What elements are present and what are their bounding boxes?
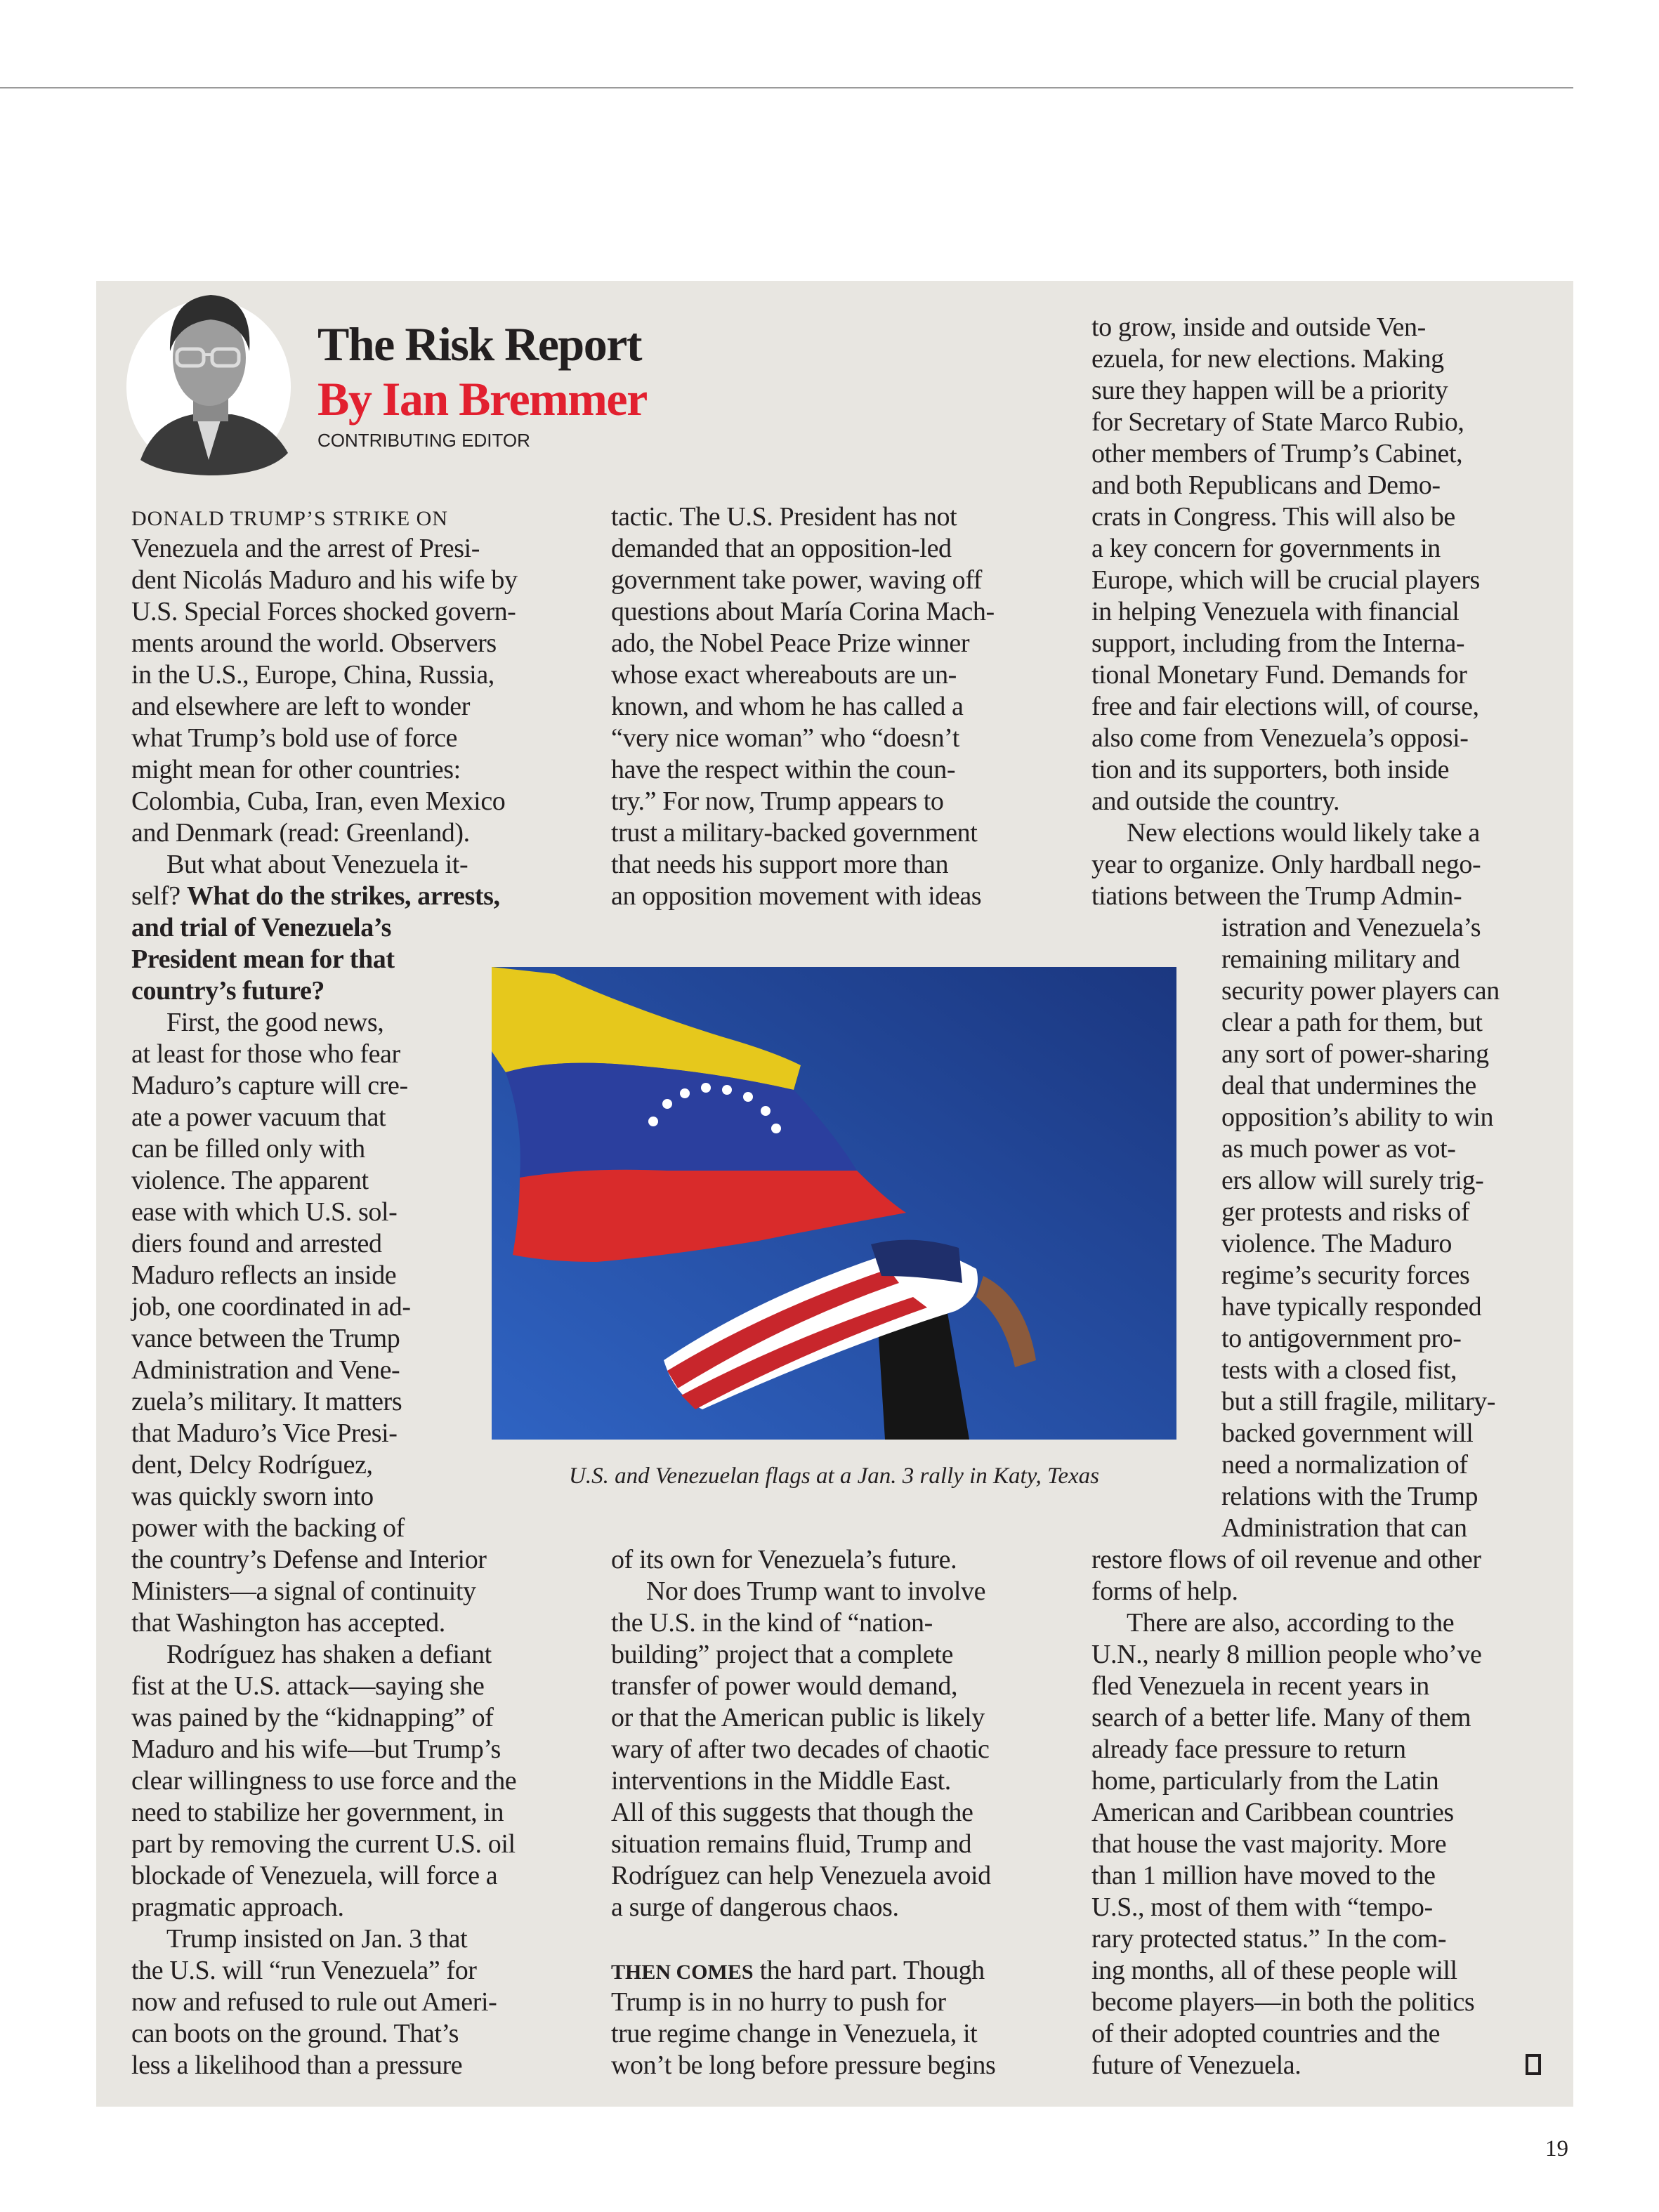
text-line: clear willingness to use force and the: [131, 1766, 517, 1796]
lead-in-smallcaps: DONALD TRUMP’S STRIKE ON: [131, 507, 448, 530]
text-line: ate a power vacuum that: [131, 1102, 386, 1132]
text-line: search of a better life. Many of them: [1091, 1703, 1471, 1732]
text-line: have typically responded: [1221, 1292, 1482, 1322]
text-line: ers allow will surely trig-: [1221, 1166, 1484, 1195]
text-line: relations with the Trump: [1221, 1482, 1478, 1511]
column-3-wrap: [1221, 912, 1500, 1544]
line-text: Rodríguez has shaken a defiant: [166, 1640, 492, 1669]
text-line: American and Caribbean countries: [1091, 1798, 1454, 1827]
text-line: support, including from the Interna-: [1091, 628, 1465, 658]
text-line: diers found and arrested: [131, 1229, 382, 1258]
text-line: interventions in the Middle East.: [611, 1766, 951, 1796]
page-number: 19: [1545, 2136, 1568, 2161]
text-line: violence. The Maduro: [1221, 1229, 1452, 1258]
text-line: and elsewhere are left to wonder: [131, 692, 471, 721]
text-line: backed government will: [1221, 1418, 1474, 1448]
bold-text: country’s future?: [131, 976, 325, 1006]
text-line: known, and whom he has called a: [611, 692, 964, 721]
text-line: tests with a closed fist,: [1221, 1355, 1457, 1385]
text-line: tactic. The U.S. President has not: [611, 502, 957, 532]
text-line: that house the vast majority. More: [1091, 1829, 1447, 1859]
text-line: opposition’s ability to win: [1221, 1102, 1494, 1132]
text-line: to grow, inside and outside Ven-: [1091, 312, 1426, 342]
text-line: now and refused to rule out Ameri-: [131, 1987, 497, 2017]
text-line: free and fair elections will, of course,: [1091, 692, 1479, 721]
text-line: demanded that an opposition-led: [611, 534, 952, 563]
text-line: job, one coordinated in ad-: [131, 1292, 411, 1322]
text-line: [611, 1576, 995, 1607]
text-line: won’t be long before pressure begins: [611, 2050, 996, 2080]
text-line: future of Venezuela.: [1091, 2050, 1301, 2080]
text-line: Ministers—a signal of continuity: [131, 1576, 476, 1606]
text-line: year to organize. Only hardball nego-: [1091, 850, 1481, 879]
text-line: at least for those who fear: [131, 1039, 400, 1069]
bold-text: President mean for that: [131, 944, 395, 974]
column-1: [131, 501, 518, 2081]
line-text: the hard part. Though: [753, 1956, 985, 1985]
text-line: government take power, waving off: [611, 565, 983, 595]
text-line: to antigovernment pro-: [1221, 1324, 1462, 1353]
text-line: for Secretary of State Marco Rubio,: [1091, 407, 1464, 437]
text-line: any sort of power-sharing: [1221, 1039, 1489, 1069]
text-line: tion and its supporters, both inside: [1091, 755, 1450, 784]
text-line: Venezuela and the arrest of Presi-: [131, 534, 480, 563]
text-line: can boots on the ground. That’s: [131, 2019, 459, 2048]
text-line: whose exact whereabouts are un-: [611, 660, 957, 690]
text-line: and both Republicans and Demo-: [1091, 470, 1441, 500]
text-line: Colombia, Cuba, Iran, even Mexico: [131, 786, 506, 816]
text-line: blockade of Venezuela, will force a: [131, 1861, 498, 1890]
text-line: U.S. Special Forces shocked govern-: [131, 597, 516, 626]
line-text: Nor does Trump want to involve: [646, 1576, 986, 1606]
text-line: and outside the country.: [1091, 786, 1340, 816]
author-portrait: [126, 284, 295, 475]
text-line: dent, Delcy Rodríguez,: [131, 1450, 373, 1480]
text-line: ments around the world. Observers: [131, 628, 497, 658]
lead-in-bold: THEN COMES: [611, 1961, 754, 1984]
text-line: [131, 501, 518, 533]
text-line: but a still fragile, military-: [1221, 1387, 1496, 1416]
text-line: crats in Congress. This will also be: [1091, 502, 1455, 532]
text-line: Maduro reflects an inside: [131, 1260, 397, 1290]
text-line: also come from Venezuela’s opposi-: [1091, 723, 1469, 753]
photo-caption: U.S. and Venezuelan flags at a Jan. 3 rally in Katy, Texas: [569, 1463, 1099, 1489]
text-line: ing months, all of these people will: [1091, 1956, 1457, 1985]
text-line: deal that undermines the: [1221, 1071, 1476, 1100]
text-line: [131, 881, 518, 912]
text-line: vance between the Trump: [131, 1324, 400, 1353]
text-line: “very nice woman” who “doesn’t: [611, 723, 959, 753]
text-line: [611, 1923, 995, 1955]
text-line: tiations between the Trump Admin-: [1091, 881, 1462, 911]
text-line: the U.S. will “run Venezuela” for: [131, 1956, 477, 1985]
text-line: of their adopted countries and the: [1091, 2019, 1441, 2048]
text-line: ezuela, for new elections. Making: [1091, 344, 1444, 374]
line-text: First, the good news,: [166, 1008, 384, 1037]
column-title: The Risk Report: [317, 317, 642, 371]
text-line: can be filled only with: [131, 1134, 365, 1164]
text-line: Maduro and his wife—but Trump’s: [131, 1734, 501, 1764]
text-line: Administration that can: [1221, 1513, 1467, 1543]
line-text: But what about Venezuela it-: [166, 850, 468, 879]
text-line: Rodríguez can help Venezuela avoid: [611, 1861, 991, 1890]
text-line: trust a military-backed government: [611, 818, 978, 848]
bold-text: What do the strikes, arrests,: [186, 881, 500, 911]
text-line: that Maduro’s Vice Presi-: [131, 1418, 398, 1448]
text-line: sure they happen will be a priority: [1091, 376, 1448, 405]
text-line: ger protests and risks of: [1221, 1197, 1470, 1227]
column-3-bottom: [1091, 1544, 1481, 2081]
text-line: tional Monetary Fund. Demands for: [1091, 660, 1467, 690]
text-line: of its own for Venezuela’s future.: [611, 1545, 957, 1574]
text-line: or that the American public is likely: [611, 1703, 985, 1732]
text-line: the U.S. in the kind of “nation-: [611, 1608, 933, 1638]
text-line: U.N., nearly 8 million people who’ve: [1091, 1640, 1482, 1669]
text-line: have the respect within the coun-: [611, 755, 956, 784]
text-line: than 1 million have moved to the: [1091, 1861, 1436, 1890]
text-line: was pained by the “kidnapping” of: [131, 1703, 494, 1732]
text-line: rary protected status.” In the com-: [1091, 1924, 1447, 1954]
text-line: part by removing the current U.S. oil: [131, 1829, 516, 1859]
text-line: ease with which U.S. sol-: [131, 1197, 398, 1227]
text-line: forms of help.: [1091, 1576, 1238, 1606]
text-line: transfer of power would demand,: [611, 1671, 958, 1701]
text-line: questions about María Corina Mach-: [611, 597, 995, 626]
text-line: regime’s security forces: [1221, 1260, 1470, 1290]
line-text: There are also, according to the: [1127, 1608, 1455, 1638]
text-line: need to stabilize her government, in: [131, 1798, 504, 1827]
column-2-bottom: [611, 1544, 995, 2081]
column-2-top: [611, 501, 995, 912]
text-line: U.S., most of them with “tempo-: [1091, 1892, 1433, 1922]
text-line: was quickly sworn into: [131, 1482, 374, 1511]
text-line: true regime change in Venezuela, it: [611, 2019, 978, 2048]
text-line: what Trump’s bold use of force: [131, 723, 458, 753]
column-3-top: [1091, 312, 1481, 912]
text-line: violence. The apparent: [131, 1166, 369, 1195]
text-line: [131, 1923, 518, 1955]
text-line: in the U.S., Europe, China, Russia,: [131, 660, 494, 690]
text-line: in helping Venezuela with financial: [1091, 597, 1460, 626]
text-line: Administration and Vene-: [131, 1355, 400, 1385]
text-line: [131, 944, 518, 975]
text-line: fist at the U.S. attack—saying she: [131, 1671, 485, 1701]
text-line: home, particularly from the Latin: [1091, 1766, 1439, 1796]
text-line: a surge of dangerous chaos.: [611, 1892, 899, 1922]
top-rule: [0, 87, 1573, 88]
end-mark-icon: [1526, 2054, 1541, 2075]
text-line: already face pressure to return: [1091, 1734, 1406, 1764]
text-line: All of this suggests that though the: [611, 1798, 973, 1827]
line-text: Trump insisted on Jan. 3 that: [166, 1924, 468, 1954]
text-line: [1091, 817, 1481, 849]
text-line: [611, 1955, 995, 1987]
text-line: become players—in both the politics: [1091, 1987, 1475, 2017]
text-line: building” project that a complete: [611, 1640, 953, 1669]
text-line: might mean for other countries:: [131, 755, 461, 784]
flags-photo: [492, 967, 1176, 1440]
text-line: [1091, 1607, 1481, 1639]
text-line: less a likelihood than a pressure: [131, 2050, 463, 2080]
text-line: security power players can: [1221, 976, 1500, 1006]
line-text: self?: [131, 881, 187, 911]
text-line: [131, 1639, 518, 1671]
text-line: a key concern for governments in: [1091, 534, 1441, 563]
line-text: New elections would likely take a: [1127, 818, 1480, 848]
text-line: try.” For now, Trump appears to: [611, 786, 944, 816]
text-line: [131, 849, 518, 881]
bold-text: and trial of Venezuela’s: [131, 913, 392, 942]
text-line: fled Venezuela in recent years in: [1091, 1671, 1429, 1701]
text-line: restore flows of oil revenue and other: [1091, 1545, 1481, 1574]
text-line: situation remains fluid, Trump and: [611, 1829, 972, 1859]
text-line: that needs his support more than: [611, 850, 949, 879]
text-line: clear a path for them, but: [1221, 1008, 1483, 1037]
text-line: need a normalization of: [1221, 1450, 1468, 1480]
text-line: [131, 975, 518, 1007]
text-line: ado, the Nobel Peace Prize winner: [611, 628, 970, 658]
text-line: dent Nicolás Maduro and his wife by: [131, 565, 518, 595]
text-line: power with the backing of: [131, 1513, 405, 1543]
text-line: Maduro’s capture will cre-: [131, 1071, 408, 1100]
text-line: istration and Venezuela’s: [1221, 913, 1481, 942]
text-line: as much power as vot-: [1221, 1134, 1456, 1164]
text-line: zuela’s military. It matters: [131, 1387, 402, 1416]
text-line: an opposition movement with ideas: [611, 881, 982, 911]
text-line: Trump is in no hurry to push for: [611, 1987, 946, 2017]
text-line: and Denmark (read: Greenland).: [131, 818, 470, 848]
text-line: remaining military and: [1221, 944, 1460, 974]
text-line: that Washington has accepted.: [131, 1608, 445, 1638]
text-line: pragmatic approach.: [131, 1892, 344, 1922]
text-line: [131, 912, 518, 944]
author-byline: By Ian Bremmer: [317, 372, 647, 426]
text-line: Europe, which will be crucial players: [1091, 565, 1480, 595]
author-role: CONTRIBUTING EDITOR: [317, 430, 530, 451]
text-line: other members of Trump’s Cabinet,: [1091, 439, 1463, 468]
text-line: the country’s Defense and Interior: [131, 1545, 487, 1574]
text-line: [131, 1007, 518, 1039]
text-line: wary of after two decades of chaotic: [611, 1734, 990, 1764]
